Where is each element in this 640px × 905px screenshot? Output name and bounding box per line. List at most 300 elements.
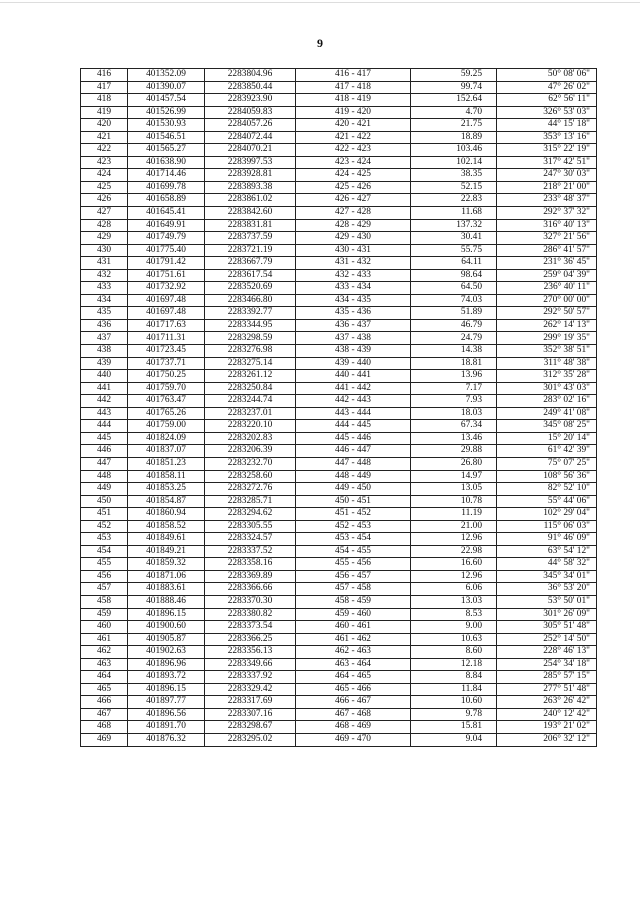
segment-cell: 464 - 465 <box>296 671 411 684</box>
point-number-cell: 424 <box>81 169 128 182</box>
distance-cell: 21.75 <box>411 119 497 132</box>
y-coordinate-cell: 2283466.80 <box>205 294 296 307</box>
distance-cell: 10.78 <box>411 495 497 508</box>
y-coordinate-cell: 2283369.89 <box>205 570 296 583</box>
bearing-cell: 102° 29' 04" <box>497 508 597 521</box>
segment-cell: 423 - 424 <box>296 156 411 169</box>
segment-cell: 442 - 443 <box>296 395 411 408</box>
distance-cell: 13.03 <box>411 595 497 608</box>
table-row <box>81 545 597 558</box>
table-row <box>81 658 597 671</box>
x-coordinate-cell: 401723.45 <box>128 345 205 358</box>
table-row <box>81 131 597 144</box>
segment-cell: 443 - 444 <box>296 407 411 420</box>
point-number-cell: 432 <box>81 269 128 282</box>
distance-cell: 15.81 <box>411 721 497 734</box>
y-coordinate-cell: 2283258.60 <box>205 470 296 483</box>
distance-cell: 4.70 <box>411 106 497 119</box>
table-row <box>81 407 597 420</box>
segment-cell: 446 - 447 <box>296 445 411 458</box>
point-number-cell: 457 <box>81 583 128 596</box>
table-row <box>81 432 597 445</box>
distance-cell: 30.41 <box>411 232 497 245</box>
table-row <box>81 370 597 383</box>
distance-cell: 10.60 <box>411 696 497 709</box>
y-coordinate-cell: 2283232.70 <box>205 457 296 470</box>
bearing-cell: 345° 08' 25" <box>497 420 597 433</box>
table-row <box>81 94 597 107</box>
point-number-cell: 421 <box>81 131 128 144</box>
bearing-cell: 317° 42' 51" <box>497 156 597 169</box>
segment-cell: 450 - 451 <box>296 495 411 508</box>
point-number-cell: 462 <box>81 646 128 659</box>
table-row <box>81 621 597 634</box>
x-coordinate-cell: 401858.52 <box>128 520 205 533</box>
bearing-cell: 254° 34' 18" <box>497 658 597 671</box>
bearing-cell: 292° 37' 32" <box>497 207 597 220</box>
bearing-cell: 286° 41' 57" <box>497 244 597 257</box>
x-coordinate-cell: 401905.87 <box>128 633 205 646</box>
segment-cell: 416 - 417 <box>296 69 411 82</box>
table-row <box>81 181 597 194</box>
segment-cell: 467 - 468 <box>296 708 411 721</box>
y-coordinate-cell: 2283295.02 <box>205 733 296 746</box>
segment-cell: 463 - 464 <box>296 658 411 671</box>
y-coordinate-cell: 2283850.44 <box>205 81 296 94</box>
distance-cell: 9.00 <box>411 621 497 634</box>
x-coordinate-cell: 401751.61 <box>128 269 205 282</box>
table-row <box>81 382 597 395</box>
scan-edge-line <box>0 2 640 3</box>
x-coordinate-cell: 401352.09 <box>128 69 205 82</box>
y-coordinate-cell: 2283220.10 <box>205 420 296 433</box>
x-coordinate-cell: 401658.89 <box>128 194 205 207</box>
point-number-cell: 446 <box>81 445 128 458</box>
segment-cell: 432 - 433 <box>296 269 411 282</box>
y-coordinate-cell: 2284057.26 <box>205 119 296 132</box>
point-number-cell: 467 <box>81 708 128 721</box>
segment-cell: 462 - 463 <box>296 646 411 659</box>
bearing-cell: 36° 53' 20" <box>497 583 597 596</box>
distance-cell: 9.78 <box>411 708 497 721</box>
point-number-cell: 439 <box>81 357 128 370</box>
y-coordinate-cell: 2283317.69 <box>205 696 296 709</box>
bearing-cell: 206° 32' 12" <box>497 733 597 746</box>
bearing-cell: 249° 41' 08" <box>497 407 597 420</box>
table-row <box>81 495 597 508</box>
y-coordinate-cell: 2283294.62 <box>205 508 296 521</box>
distance-cell: 103.46 <box>411 144 497 157</box>
distance-cell: 12.96 <box>411 570 497 583</box>
segment-cell: 428 - 429 <box>296 219 411 232</box>
bearing-cell: 50° 08' 06" <box>497 69 597 82</box>
y-coordinate-cell: 2283324.57 <box>205 533 296 546</box>
y-coordinate-cell: 2283366.25 <box>205 633 296 646</box>
table-row <box>81 207 597 220</box>
point-number-cell: 417 <box>81 81 128 94</box>
table-row <box>81 595 597 608</box>
y-coordinate-cell: 2283358.16 <box>205 558 296 571</box>
segment-cell: 468 - 469 <box>296 721 411 734</box>
x-coordinate-cell: 401649.91 <box>128 219 205 232</box>
x-coordinate-cell: 401759.70 <box>128 382 205 395</box>
x-coordinate-cell: 401759.00 <box>128 420 205 433</box>
table-row <box>81 282 597 295</box>
x-coordinate-cell: 401849.21 <box>128 545 205 558</box>
distance-cell: 6.06 <box>411 583 497 596</box>
distance-cell: 64.11 <box>411 257 497 270</box>
segment-cell: 424 - 425 <box>296 169 411 182</box>
table-row <box>81 81 597 94</box>
y-coordinate-cell: 2283737.59 <box>205 232 296 245</box>
point-number-cell: 419 <box>81 106 128 119</box>
distance-cell: 22.98 <box>411 545 497 558</box>
segment-cell: 466 - 467 <box>296 696 411 709</box>
bearing-cell: 345° 34' 01" <box>497 570 597 583</box>
x-coordinate-cell: 401851.23 <box>128 457 205 470</box>
segment-cell: 418 - 419 <box>296 94 411 107</box>
bearing-cell: 115° 06' 03" <box>497 520 597 533</box>
bearing-cell: 262° 14' 13" <box>497 319 597 332</box>
point-number-cell: 449 <box>81 483 128 496</box>
bearing-cell: 311° 48' 38" <box>497 357 597 370</box>
x-coordinate-cell: 401699.78 <box>128 181 205 194</box>
segment-cell: 425 - 426 <box>296 181 411 194</box>
coordinates-table-body <box>81 69 597 747</box>
table-row <box>81 169 597 182</box>
segment-cell: 452 - 453 <box>296 520 411 533</box>
y-coordinate-cell: 2283721.19 <box>205 244 296 257</box>
page-number: 9 <box>317 36 323 50</box>
distance-cell: 24.79 <box>411 332 497 345</box>
table-row <box>81 345 597 358</box>
x-coordinate-cell: 401853.25 <box>128 483 205 496</box>
point-number-cell: 430 <box>81 244 128 257</box>
point-number-cell: 442 <box>81 395 128 408</box>
x-coordinate-cell: 401530.93 <box>128 119 205 132</box>
point-number-cell: 455 <box>81 558 128 571</box>
point-number-cell: 431 <box>81 257 128 270</box>
segment-cell: 430 - 431 <box>296 244 411 257</box>
table-row <box>81 470 597 483</box>
bearing-cell: 283° 02' 16" <box>497 395 597 408</box>
distance-cell: 46.79 <box>411 319 497 332</box>
table-row <box>81 457 597 470</box>
distance-cell: 11.84 <box>411 683 497 696</box>
y-coordinate-cell: 2283250.84 <box>205 382 296 395</box>
x-coordinate-cell: 401859.32 <box>128 558 205 571</box>
x-coordinate-cell: 401893.72 <box>128 671 205 684</box>
table-row <box>81 708 597 721</box>
bearing-cell: 61° 42' 39" <box>497 445 597 458</box>
x-coordinate-cell: 401791.42 <box>128 257 205 270</box>
point-number-cell: 468 <box>81 721 128 734</box>
y-coordinate-cell: 2283861.02 <box>205 194 296 207</box>
table-row <box>81 520 597 533</box>
segment-cell: 454 - 455 <box>296 545 411 558</box>
point-number-cell: 423 <box>81 156 128 169</box>
segment-cell: 434 - 435 <box>296 294 411 307</box>
x-coordinate-cell: 401876.32 <box>128 733 205 746</box>
table-row <box>81 244 597 257</box>
point-number-cell: 433 <box>81 282 128 295</box>
distance-cell: 13.96 <box>411 370 497 383</box>
segment-cell: 445 - 446 <box>296 432 411 445</box>
table-row <box>81 508 597 521</box>
bearing-cell: 263° 26' 42" <box>497 696 597 709</box>
y-coordinate-cell: 2283667.79 <box>205 257 296 270</box>
y-coordinate-cell: 2283307.16 <box>205 708 296 721</box>
bearing-cell: 108° 56' 36" <box>497 470 597 483</box>
point-number-cell: 429 <box>81 232 128 245</box>
y-coordinate-cell: 2283275.14 <box>205 357 296 370</box>
point-number-cell: 454 <box>81 545 128 558</box>
x-coordinate-cell: 401897.77 <box>128 696 205 709</box>
distance-cell: 152.64 <box>411 94 497 107</box>
bearing-cell: 301° 26' 09" <box>497 608 597 621</box>
y-coordinate-cell: 2283237.01 <box>205 407 296 420</box>
distance-cell: 11.68 <box>411 207 497 220</box>
y-coordinate-cell: 2283285.71 <box>205 495 296 508</box>
x-coordinate-cell: 401824.09 <box>128 432 205 445</box>
distance-cell: 10.63 <box>411 633 497 646</box>
distance-cell: 38.35 <box>411 169 497 182</box>
bearing-cell: 75° 07' 25" <box>497 457 597 470</box>
table-row <box>81 194 597 207</box>
x-coordinate-cell: 401891.70 <box>128 721 205 734</box>
segment-cell: 429 - 430 <box>296 232 411 245</box>
bearing-cell: 15° 20' 14" <box>497 432 597 445</box>
point-number-cell: 465 <box>81 683 128 696</box>
y-coordinate-cell: 2283842.60 <box>205 207 296 220</box>
distance-cell: 26.80 <box>411 457 497 470</box>
y-coordinate-cell: 2283831.81 <box>205 219 296 232</box>
table-row <box>81 483 597 496</box>
table-row <box>81 257 597 270</box>
y-coordinate-cell: 2283305.55 <box>205 520 296 533</box>
point-number-cell: 425 <box>81 181 128 194</box>
table-row <box>81 144 597 157</box>
bearing-cell: 193° 21' 02" <box>497 721 597 734</box>
point-number-cell: 418 <box>81 94 128 107</box>
bearing-cell: 277° 51' 48" <box>497 683 597 696</box>
distance-cell: 7.17 <box>411 382 497 395</box>
point-number-cell: 447 <box>81 457 128 470</box>
bearing-cell: 312° 35' 28" <box>497 370 597 383</box>
point-number-cell: 440 <box>81 370 128 383</box>
x-coordinate-cell: 401390.07 <box>128 81 205 94</box>
x-coordinate-cell: 401645.41 <box>128 207 205 220</box>
segment-cell: 453 - 454 <box>296 533 411 546</box>
table-row <box>81 583 597 596</box>
x-coordinate-cell: 401737.71 <box>128 357 205 370</box>
point-number-cell: 453 <box>81 533 128 546</box>
y-coordinate-cell: 2283337.92 <box>205 671 296 684</box>
segment-cell: 439 - 440 <box>296 357 411 370</box>
x-coordinate-cell: 401697.48 <box>128 294 205 307</box>
segment-cell: 444 - 445 <box>296 420 411 433</box>
distance-cell: 14.97 <box>411 470 497 483</box>
y-coordinate-cell: 2283923.90 <box>205 94 296 107</box>
y-coordinate-cell: 2283206.39 <box>205 445 296 458</box>
segment-cell: 421 - 422 <box>296 131 411 144</box>
table-row <box>81 420 597 433</box>
y-coordinate-cell: 2284070.21 <box>205 144 296 157</box>
y-coordinate-cell: 2284072.44 <box>205 131 296 144</box>
segment-cell: 441 - 442 <box>296 382 411 395</box>
point-number-cell: 466 <box>81 696 128 709</box>
point-number-cell: 464 <box>81 671 128 684</box>
y-coordinate-cell: 2283370.30 <box>205 595 296 608</box>
y-coordinate-cell: 2283380.82 <box>205 608 296 621</box>
table-row <box>81 646 597 659</box>
distance-cell: 16.60 <box>411 558 497 571</box>
distance-cell: 52.15 <box>411 181 497 194</box>
bearing-cell: 82° 52' 10" <box>497 483 597 496</box>
bearing-cell: 233° 48' 37" <box>497 194 597 207</box>
table-row <box>81 533 597 546</box>
y-coordinate-cell: 2283337.52 <box>205 545 296 558</box>
bearing-cell: 240° 12' 42" <box>497 708 597 721</box>
point-number-cell: 456 <box>81 570 128 583</box>
distance-cell: 13.05 <box>411 483 497 496</box>
bearing-cell: 292° 50' 57" <box>497 307 597 320</box>
segment-cell: 419 - 420 <box>296 106 411 119</box>
y-coordinate-cell: 2283344.95 <box>205 319 296 332</box>
segment-cell: 455 - 456 <box>296 558 411 571</box>
x-coordinate-cell: 401750.25 <box>128 370 205 383</box>
segment-cell: 451 - 452 <box>296 508 411 521</box>
segment-cell: 431 - 432 <box>296 257 411 270</box>
table-row <box>81 733 597 746</box>
table-row <box>81 156 597 169</box>
distance-cell: 74.03 <box>411 294 497 307</box>
point-number-cell: 469 <box>81 733 128 746</box>
y-coordinate-cell: 2283272.76 <box>205 483 296 496</box>
bearing-cell: 63° 54' 12" <box>497 545 597 558</box>
distance-cell: 8.60 <box>411 646 497 659</box>
y-coordinate-cell: 2283520.69 <box>205 282 296 295</box>
segment-cell: 427 - 428 <box>296 207 411 220</box>
x-coordinate-cell: 401837.07 <box>128 445 205 458</box>
y-coordinate-cell: 2283356.13 <box>205 646 296 659</box>
x-coordinate-cell: 401717.63 <box>128 319 205 332</box>
distance-cell: 18.03 <box>411 407 497 420</box>
x-coordinate-cell: 401697.48 <box>128 307 205 320</box>
x-coordinate-cell: 401749.79 <box>128 232 205 245</box>
point-number-cell: 416 <box>81 69 128 82</box>
coordinates-table <box>80 68 597 747</box>
point-number-cell: 459 <box>81 608 128 621</box>
y-coordinate-cell: 2283893.38 <box>205 181 296 194</box>
bearing-cell: 299° 19' 35" <box>497 332 597 345</box>
bearing-cell: 327° 21' 56" <box>497 232 597 245</box>
y-coordinate-cell: 2283366.66 <box>205 583 296 596</box>
segment-cell: 437 - 438 <box>296 332 411 345</box>
distance-cell: 55.75 <box>411 244 497 257</box>
bearing-cell: 247° 30' 03" <box>497 169 597 182</box>
segment-cell: 438 - 439 <box>296 345 411 358</box>
y-coordinate-cell: 2284059.83 <box>205 106 296 119</box>
table-row <box>81 683 597 696</box>
table-row <box>81 395 597 408</box>
table-row <box>81 307 597 320</box>
point-number-cell: 436 <box>81 319 128 332</box>
y-coordinate-cell: 2283997.53 <box>205 156 296 169</box>
segment-cell: 461 - 462 <box>296 633 411 646</box>
segment-cell: 417 - 418 <box>296 81 411 94</box>
point-number-cell: 451 <box>81 508 128 521</box>
table-row <box>81 558 597 571</box>
table-row <box>81 608 597 621</box>
distance-cell: 14.38 <box>411 345 497 358</box>
y-coordinate-cell: 2283329.42 <box>205 683 296 696</box>
x-coordinate-cell: 401871.06 <box>128 570 205 583</box>
distance-cell: 98.64 <box>411 269 497 282</box>
distance-cell: 99.74 <box>411 81 497 94</box>
y-coordinate-cell: 2283244.74 <box>205 395 296 408</box>
bearing-cell: 305° 51' 48" <box>497 621 597 634</box>
distance-cell: 18.81 <box>411 357 497 370</box>
bearing-cell: 53° 50' 01" <box>497 595 597 608</box>
distance-cell: 12.96 <box>411 533 497 546</box>
point-number-cell: 435 <box>81 307 128 320</box>
point-number-cell: 438 <box>81 345 128 358</box>
table-row <box>81 696 597 709</box>
segment-cell: 435 - 436 <box>296 307 411 320</box>
distance-cell: 7.93 <box>411 395 497 408</box>
x-coordinate-cell: 401457.54 <box>128 94 205 107</box>
point-number-cell: 427 <box>81 207 128 220</box>
table-row <box>81 445 597 458</box>
distance-cell: 59.25 <box>411 69 497 82</box>
distance-cell: 21.00 <box>411 520 497 533</box>
y-coordinate-cell: 2283298.67 <box>205 721 296 734</box>
table-row <box>81 319 597 332</box>
distance-cell: 12.18 <box>411 658 497 671</box>
segment-cell: 449 - 450 <box>296 483 411 496</box>
segment-cell: 459 - 460 <box>296 608 411 621</box>
x-coordinate-cell: 401526.99 <box>128 106 205 119</box>
y-coordinate-cell: 2283928.81 <box>205 169 296 182</box>
y-coordinate-cell: 2283373.54 <box>205 621 296 634</box>
distance-cell: 22.83 <box>411 194 497 207</box>
table-row <box>81 106 597 119</box>
x-coordinate-cell: 401896.15 <box>128 608 205 621</box>
y-coordinate-cell: 2283298.59 <box>205 332 296 345</box>
table-row <box>81 119 597 132</box>
point-number-cell: 450 <box>81 495 128 508</box>
bearing-cell: 218° 21' 00" <box>497 181 597 194</box>
x-coordinate-cell: 401711.31 <box>128 332 205 345</box>
segment-cell: 458 - 459 <box>296 595 411 608</box>
x-coordinate-cell: 401775.40 <box>128 244 205 257</box>
segment-cell: 448 - 449 <box>296 470 411 483</box>
point-number-cell: 437 <box>81 332 128 345</box>
point-number-cell: 448 <box>81 470 128 483</box>
x-coordinate-cell: 401763.47 <box>128 395 205 408</box>
y-coordinate-cell: 2283804.96 <box>205 69 296 82</box>
bearing-cell: 44° 58' 32" <box>497 558 597 571</box>
bearing-cell: 62° 56' 11" <box>497 94 597 107</box>
distance-cell: 102.14 <box>411 156 497 169</box>
y-coordinate-cell: 2283392.77 <box>205 307 296 320</box>
bearing-cell: 231° 36' 45" <box>497 257 597 270</box>
distance-cell: 13.46 <box>411 432 497 445</box>
bearing-cell: 259° 04' 39" <box>497 269 597 282</box>
bearing-cell: 236° 40' 11" <box>497 282 597 295</box>
bearing-cell: 316° 40' 13" <box>497 219 597 232</box>
